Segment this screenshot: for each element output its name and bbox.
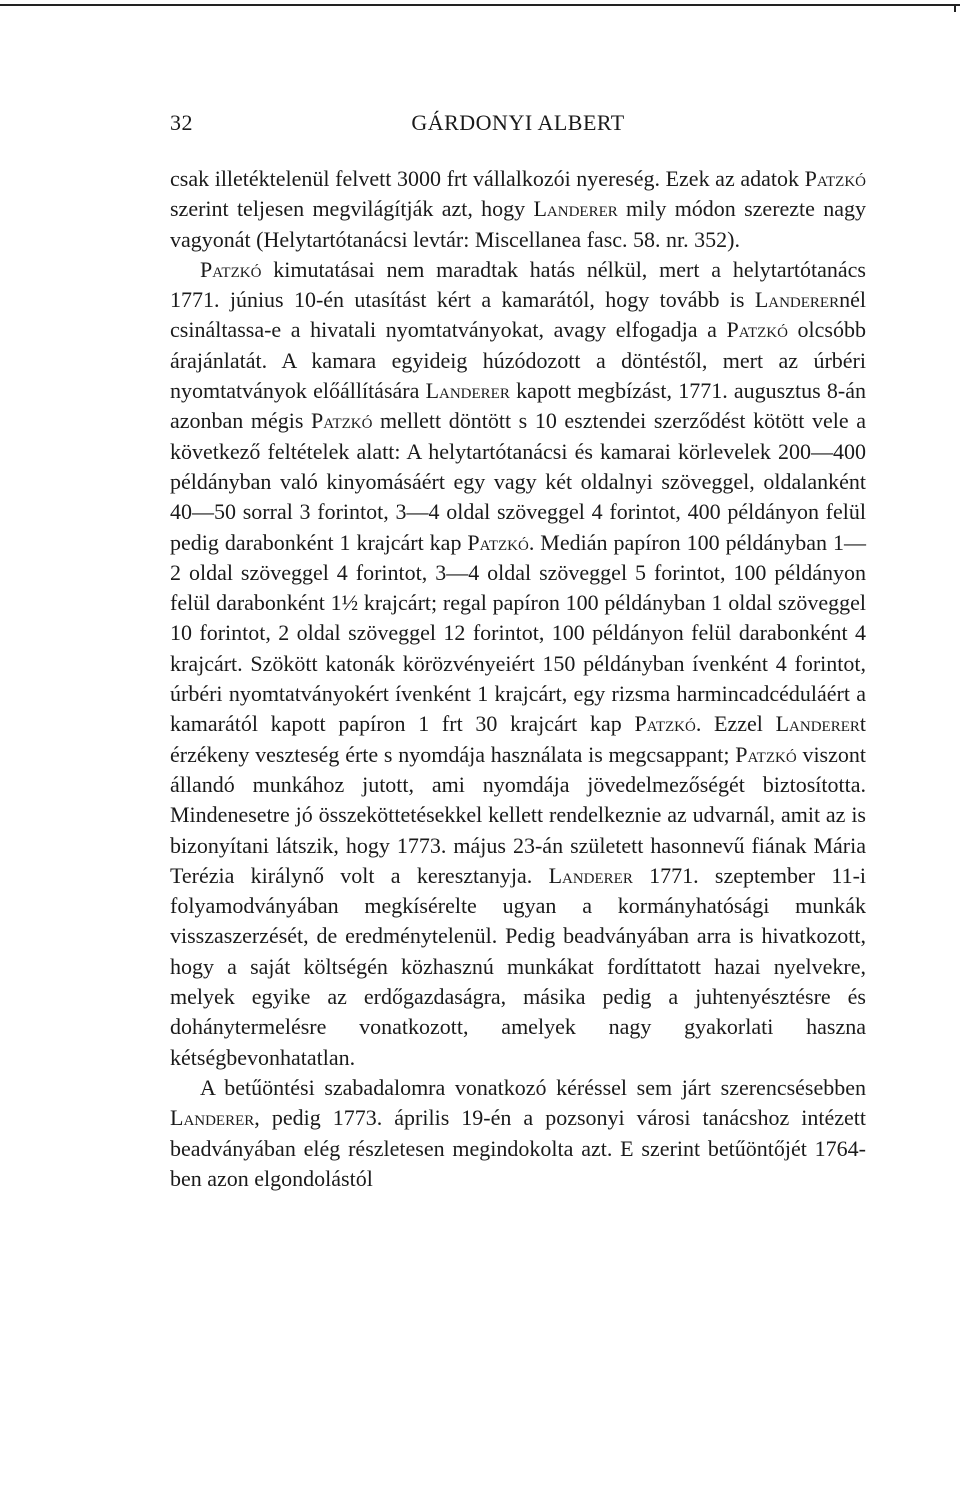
text-run: nél csináltassa-e a hivatali nyomtatványokat, avagy elfogadja a: [170, 287, 866, 343]
text-run: mellett döntött s 10 esztendei szerződést kötött vele a következő feltételek alatt: A helytartótanácsi és kamarai körlevelek 200—400 példányban való kinyomásáért egy vagy két oldalnyi szöveggel, oldalanként 40—50 sorral 3 forintot, 3—4 oldal szöveggel 4 forintot, 400 példányon felül pedig darabonként 1 krajcárt kap: [170, 408, 866, 555]
name-small-caps: Patzkó: [634, 711, 696, 737]
name-small-caps: Landerer: [548, 862, 633, 888]
name-small-caps: Patzkó: [804, 166, 866, 191]
text-run: viszont állandó munkához jutott, ami nyomdája jövedelmezőségét biztosította. Mindenesetre jó összeköttetésekkel kellett rendelkeznie az udvarnál, amit az is bizonyítani látszik, hogy 1773. május 23-án született hasonnevű fiának Mária Terézia királynő volt a keresztanyja.: [170, 741, 866, 888]
paragraph: [170, 255, 866, 1073]
name-small-caps: Patzkó: [735, 741, 797, 767]
paragraph: [170, 1073, 866, 1194]
page-number: 32: [170, 110, 193, 135]
text-run: szerint teljesen megvilágítják azt, hogy: [170, 196, 534, 222]
text-run: . Medián papíron 100 példányban 1—2 oldal szöveggel 4 forintot, 3—4 oldal szöveggel 5 forintot, 100 példányon felül darabonként 1½ krajcárt; regal papíron 100 példányban 1 oldal szöveggel 10 forintot, 2 oldal szöveggel 12 forintot, 100 példányon felül darabonként 4 krajcárt. Szökött katonák körözvényeiért 150 példányban ívenként 4 forintot, úrbéri nyomtatványokért ívenként 1 krajcárt, egy rizsma harmincadcéduláért a kamarától kapott papíron 1 frt 30 krajcárt kap: [170, 529, 867, 737]
name-small-caps: Landerer: [775, 711, 860, 737]
book-page: [170, 110, 866, 1194]
text-run: 1771. szeptember 11-i folyamodványában megkísérelte ugyan a kormányhatósági munkák visszaszerzését, de eredménytelenül. Pedig beadványában arra is hivatkozott, hogy a saját költségén közhasznú munkákat fordíttatott hazai nyelvekre, melyek egyike az erdőgazdaságra, másika pedig a juhtenyésztésre és dohánytermelésre vonatkozott, amelyek nagy gyakorlati haszna kétségbevonhatatlan.: [170, 862, 867, 1070]
name-small-caps: Patzkó: [200, 256, 262, 282]
text-run: mily módon szerezte nagy vagyonát (Helytartótanácsi levtár: Miscellanea fasc. 58. nr. 352).: [170, 196, 866, 252]
text-run: , pedig 1773. április 19-én a pozsonyi városi tanácshoz intézett beadványában elég részletesen megindokolta azt. E szerint betűöntőjét 1764-ben azon elgondolástól: [170, 1105, 866, 1191]
body-text: [170, 164, 866, 1194]
top-border-tick: [954, 4, 956, 12]
top-border-line: [0, 4, 960, 6]
text-run: . Ezzel: [695, 711, 776, 737]
name-small-caps: Patzkó: [726, 317, 788, 343]
name-small-caps: Landerer: [533, 196, 618, 222]
name-small-caps: Landerer: [170, 1105, 255, 1131]
text-run: kapott megbízást, 1771. augusztus 8-án azonban mégis: [170, 378, 866, 434]
text-run: olcsóbb árajánlatát. A kamara egyideig húzódozott a döntéstől, mert az úrbéri nyomtatványok előállítására: [170, 317, 866, 404]
text-run: csak illetéktelenül felvett 3000 frt vállalkozói nyereség. Ezek az adatok: [170, 166, 805, 191]
text-run: A betűöntési szabadalomra vonatkozó kéréssel sem járt szerencsésebben: [200, 1074, 866, 1100]
running-head: [170, 110, 866, 144]
paragraph: [170, 164, 866, 255]
name-small-caps: Patzkó: [311, 408, 373, 434]
name-small-caps: Landerer: [754, 287, 840, 313]
name-small-caps: Landerer: [425, 378, 510, 404]
running-title: GÁRDONYI ALBERT: [411, 110, 625, 135]
name-small-caps: Patzkó: [467, 529, 529, 555]
text-run: kimutatásai nem maradtak hatás nélkül, mert a helytartótanács 1771. június 10-én utasítást kért a kamarától, hogy tovább is: [170, 256, 866, 313]
text-run: t érzékeny veszteség érte s nyomdája használata is megcsappant;: [170, 711, 866, 767]
